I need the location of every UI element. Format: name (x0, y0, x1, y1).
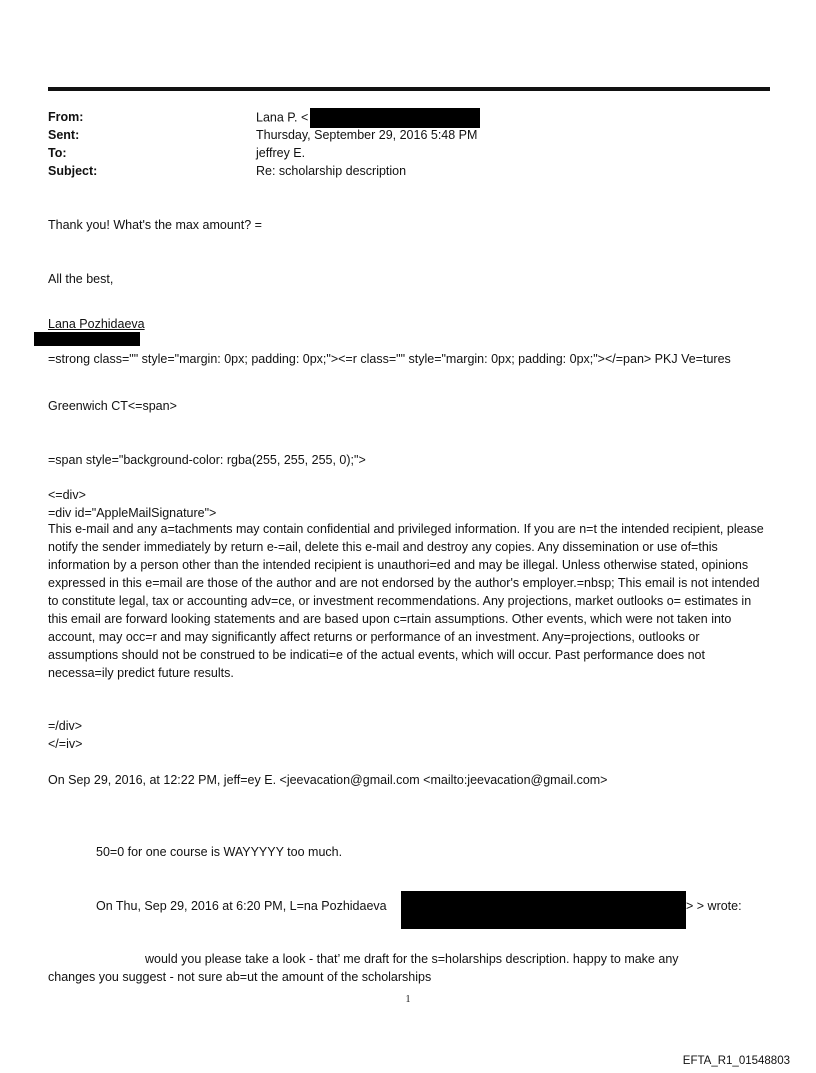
nested-intro-text: On Thu, Sep 29, 2016 at 6:20 PM, L=na Pozhidaeva (96, 899, 387, 913)
disclaimer-text: This e-mail and any a=tachments may contain confidential and privileged information. If you are n=t the intended recipient, please notify the sender immediately by return e-=ail, delete this e-mail and destroy any copies. Any dissemination or use of=this information by a person other than the intended recipient is unauthori=ed and may be illegal. Unless otherwise stated, opinions expressed in this e=mail are those of the author and are not endorsed by the author's employer.=nbsp; This email is not intended to constitute legal, tax or accounting adv=ce, or investment recommendations. Any projections, market outlooks o= estimates in this email are forward looking statements and are based upon c=rtain assumptions. Other events, which were not taken into account, may occ=r and may significantly affect returns or performance of an investment. Any=projections, outlooks or assumptions should not be construed to be indicati=e of the actual events, which will occur. Past performance does not necessa=ily predict future results. (48, 522, 764, 680)
from-label: From: (48, 110, 84, 124)
signature-block (48, 316, 145, 346)
body-closing: All the best, (48, 272, 114, 286)
from-value (256, 108, 480, 126)
div-close-lines: =/div> </=iv> (48, 719, 83, 751)
signature-location: Greenwich CT<=span> (48, 399, 177, 413)
signature-name: Lana Pozhidaeva (48, 317, 145, 331)
body-line-1: Thank you! What's the max amount? = (48, 218, 262, 232)
nested-quote-tail: > > wrote: (686, 899, 742, 913)
page-number: 1 (405, 994, 411, 1005)
subject-label: Subject: (48, 164, 98, 178)
div-open-lines: <=div> =div id="AppleMailSignature"> (48, 488, 217, 520)
nested-quote-intro (96, 897, 387, 915)
signature-html-line: =strong class="" style="margin: 0px; padding: 0px;"><=r class="" style="margin: 0px; padding: 0px;"></=pan> PKJ Ve=tures (48, 352, 731, 366)
redaction-box (401, 891, 686, 929)
email-header (48, 108, 480, 180)
from-row (48, 108, 480, 126)
quote-intro: On Sep 29, 2016, at 12:22 PM, jeff=ey E. <jeevacation@gmail.com <mailto:jeevacation@gmail.com> (48, 773, 608, 787)
to-label: To: (48, 146, 67, 160)
document-id: EFTA_R1_01548803 (682, 1055, 790, 1067)
nested-message-line-1: would you please take a look - that’ me draft for the s=holarships description. happy to make any (145, 952, 679, 966)
sent-value: Thursday, September 29, 2016 5:48 PM (256, 128, 478, 142)
to-row (48, 144, 480, 162)
header-rule (48, 87, 770, 91)
redaction-box (310, 108, 480, 128)
sent-row (48, 126, 480, 144)
redaction-box (34, 332, 140, 346)
sent-label: Sent: (48, 128, 80, 142)
quoted-reply: 50=0 for one course is WAYYYYY too much. (96, 845, 343, 859)
span-style-line: =span style="background-color: rgba(255, 255, 255, 0);"> (48, 453, 366, 467)
subject-row (48, 162, 480, 180)
subject-value: Re: scholarship description (256, 164, 407, 178)
from-text: Lana P. < (256, 110, 309, 125)
nested-message-line-2: changes you suggest - not sure ab=ut the amount of the scholarships (48, 970, 432, 984)
to-value: jeffrey E. (256, 146, 306, 160)
